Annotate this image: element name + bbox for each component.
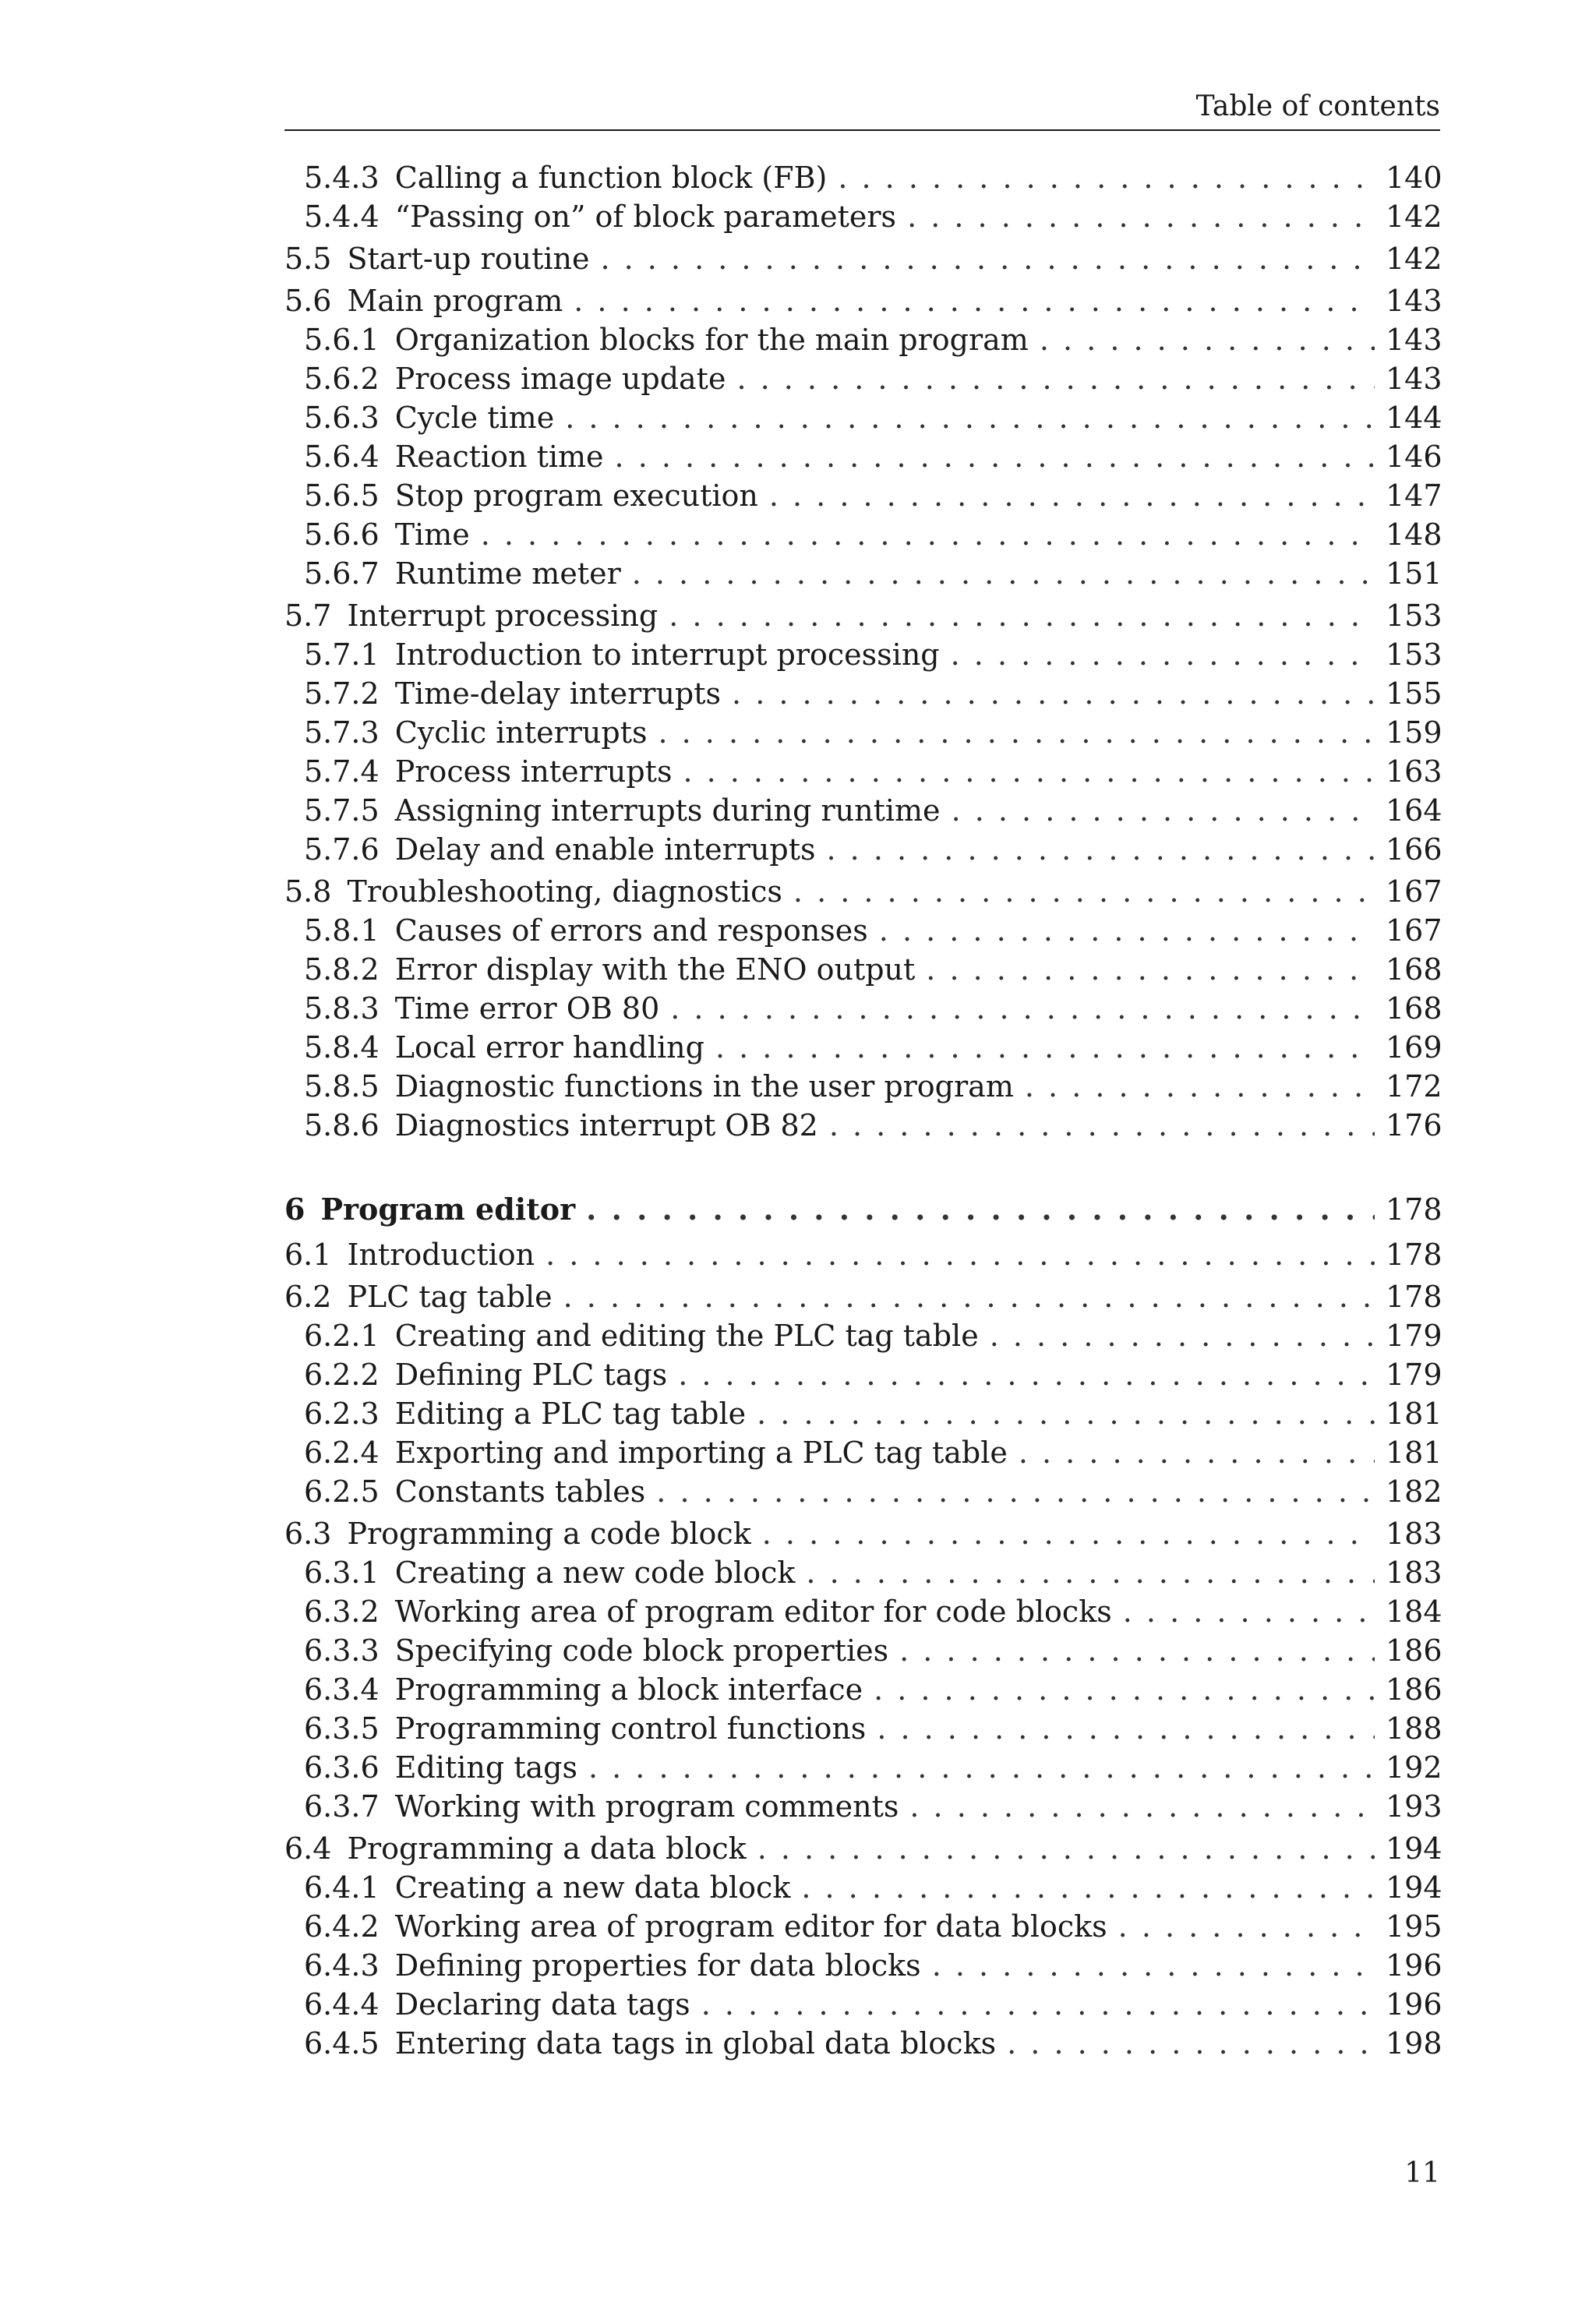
toc-entry-page: 181 bbox=[1386, 1397, 1442, 1431]
toc-entry-number: 5.6 bbox=[284, 284, 332, 318]
toc-entry-page: 179 bbox=[1386, 1358, 1442, 1392]
toc-entry bbox=[284, 1985, 1440, 2024]
toc-entry-number: 6.2.1 bbox=[304, 1319, 380, 1353]
toc-entry bbox=[284, 872, 1440, 911]
toc-entry bbox=[284, 911, 1440, 950]
toc-entry-page: 142 bbox=[1386, 200, 1442, 234]
toc-entry-page: 198 bbox=[1386, 2026, 1442, 2061]
running-header: Table of contents bbox=[1195, 90, 1440, 122]
toc-entry bbox=[284, 1787, 1440, 1826]
toc-entry-number: 6.4.4 bbox=[304, 1987, 380, 2022]
toc-entry-page: 155 bbox=[1386, 676, 1442, 711]
dot-leader bbox=[546, 1235, 1375, 1274]
dot-leader bbox=[838, 158, 1375, 197]
toc-entry-number: 5.6.6 bbox=[304, 517, 380, 552]
toc-entry-title: Defining properties for data blocks bbox=[394, 1948, 921, 1983]
toc-entry-page: 193 bbox=[1386, 1789, 1442, 1824]
toc-entry-page: 194 bbox=[1386, 1870, 1442, 1905]
toc-entry-page: 195 bbox=[1386, 1909, 1442, 1944]
toc-entry-page: 178 bbox=[1386, 1192, 1442, 1227]
dot-leader bbox=[879, 911, 1375, 950]
toc-entry bbox=[284, 359, 1440, 398]
toc-entry-title: Cyclic interrupts bbox=[394, 715, 648, 750]
toc-entry-title: Working area of program editor for data blocks bbox=[394, 1909, 1107, 1944]
toc-entry-page: 169 bbox=[1386, 1030, 1442, 1065]
dot-leader bbox=[670, 989, 1375, 1028]
toc-entry-page: 181 bbox=[1386, 1436, 1442, 1470]
dot-leader bbox=[952, 791, 1375, 830]
dot-leader bbox=[683, 752, 1375, 791]
dot-leader bbox=[951, 635, 1375, 674]
toc-entry bbox=[284, 1907, 1440, 1946]
toc-entry-title: Programming control functions bbox=[394, 1711, 867, 1746]
dot-leader bbox=[481, 515, 1375, 554]
toc-entry-title: Assigning interrupts during runtime bbox=[394, 793, 941, 828]
toc-entry-page: 167 bbox=[1386, 913, 1442, 948]
toc-entry-page: 168 bbox=[1386, 991, 1442, 1026]
toc-entry-number: 5.6.3 bbox=[304, 401, 380, 435]
toc-entry-title: Main program bbox=[347, 284, 563, 318]
toc-entry-title: Creating and editing the PLC tag table bbox=[394, 1319, 979, 1353]
toc-entry-number: 6.3.6 bbox=[304, 1750, 380, 1785]
toc-entry-number: 6.3.2 bbox=[304, 1594, 380, 1629]
toc-entry-number: 6.4.1 bbox=[304, 1870, 380, 1905]
toc-entry-number: 5.6.5 bbox=[304, 479, 380, 513]
dot-leader bbox=[600, 239, 1375, 278]
toc-entry-title: Error display with the ENO output bbox=[394, 952, 916, 987]
toc-entry bbox=[284, 950, 1440, 989]
dot-leader bbox=[669, 596, 1375, 635]
toc-entry-title: Defining PLC tags bbox=[394, 1358, 668, 1392]
toc-entry-number: 5.8.1 bbox=[304, 913, 380, 948]
toc-entry-title: Stop program execution bbox=[394, 479, 758, 513]
dot-leader bbox=[762, 1514, 1375, 1553]
toc-entry bbox=[284, 1106, 1440, 1145]
toc-entry-number: 5.6.1 bbox=[304, 323, 380, 357]
toc-entry bbox=[284, 320, 1440, 359]
toc-entry-title: Entering data tags in global data blocks bbox=[394, 2026, 997, 2061]
toc-entry-title: Introduction to interrupt processing bbox=[394, 637, 940, 672]
toc-entry-title: Time error OB 80 bbox=[394, 991, 660, 1026]
dot-leader bbox=[615, 437, 1375, 476]
toc-entry bbox=[284, 1433, 1440, 1472]
toc-entry-number: 6.3.7 bbox=[304, 1789, 380, 1824]
toc-entry-title: Reaction time bbox=[394, 440, 604, 474]
page-number: 11 bbox=[1404, 2157, 1440, 2189]
toc-entry-page: 143 bbox=[1386, 284, 1442, 318]
toc-entry-title: Introduction bbox=[347, 1238, 535, 1272]
dot-leader bbox=[757, 1394, 1375, 1433]
toc-entry-title: Working area of program editor for code blocks bbox=[394, 1594, 1112, 1629]
toc-entry-title: Delay and enable interrupts bbox=[394, 832, 816, 867]
toc-entry-number: 6.2.4 bbox=[304, 1436, 380, 1470]
toc-entry-number: 6.3.3 bbox=[304, 1633, 380, 1668]
toc-entry-page: 147 bbox=[1386, 479, 1442, 513]
toc-entry bbox=[284, 281, 1440, 320]
toc-entry-title: Time bbox=[394, 517, 470, 552]
toc-entry-page: 153 bbox=[1386, 637, 1442, 672]
toc-entry-page: 178 bbox=[1386, 1280, 1442, 1314]
toc-entry bbox=[284, 239, 1440, 278]
toc-entry-number: 6.4.2 bbox=[304, 1909, 380, 1944]
toc-entry bbox=[284, 713, 1440, 752]
toc-entry-title: Program editor bbox=[320, 1192, 576, 1227]
toc-entry-title: Diagnostics interrupt OB 82 bbox=[394, 1108, 818, 1142]
toc-entry bbox=[284, 1592, 1440, 1631]
toc-entry bbox=[284, 1748, 1440, 1787]
toc-entry-number: 6.4.3 bbox=[304, 1948, 380, 1983]
toc-entry-page: 196 bbox=[1386, 1948, 1442, 1983]
toc-entry-title: Diagnostic functions in the user program bbox=[394, 1069, 1014, 1104]
toc-entry-title: Editing tags bbox=[394, 1750, 577, 1785]
toc-entry-title: Exporting and importing a PLC tag table bbox=[394, 1436, 1008, 1470]
dot-leader bbox=[827, 830, 1375, 869]
dot-leader bbox=[990, 1316, 1375, 1355]
toc-entry bbox=[284, 1553, 1440, 1592]
toc-entry-title: Editing a PLC tag table bbox=[394, 1397, 747, 1431]
dot-leader bbox=[588, 1748, 1375, 1787]
toc-entry bbox=[284, 989, 1440, 1028]
dot-leader bbox=[899, 1631, 1375, 1670]
dot-leader bbox=[806, 1553, 1375, 1592]
toc-entry-number: 6.3 bbox=[284, 1517, 332, 1551]
toc-entry bbox=[284, 1355, 1440, 1394]
toc-entry bbox=[284, 476, 1440, 515]
toc-entry bbox=[284, 1190, 1440, 1229]
toc-entry-page: 183 bbox=[1386, 1556, 1442, 1590]
header-rule bbox=[284, 129, 1440, 131]
toc-entry-page: 142 bbox=[1386, 242, 1442, 276]
toc-entry bbox=[284, 1709, 1440, 1748]
toc-entry-title: Creating a new code block bbox=[394, 1556, 796, 1590]
toc-entry-number: 5.6.7 bbox=[304, 556, 380, 591]
dot-leader bbox=[909, 1787, 1375, 1826]
toc-entry bbox=[284, 830, 1440, 869]
dot-leader bbox=[563, 1277, 1375, 1316]
toc-entry bbox=[284, 635, 1440, 674]
toc-entry-title: Interrupt processing bbox=[347, 599, 659, 633]
toc-entry-page: 140 bbox=[1386, 161, 1442, 195]
toc-entry bbox=[284, 1067, 1440, 1106]
toc-entry-number: 5.7.6 bbox=[304, 832, 380, 867]
dot-leader bbox=[1025, 1067, 1375, 1106]
dot-leader bbox=[877, 1709, 1375, 1748]
toc-entry bbox=[284, 1277, 1440, 1316]
toc-entry-title: Constants tables bbox=[394, 1474, 646, 1509]
toc-entry-title: “Passing on” of block parameters bbox=[394, 200, 897, 234]
toc-entry-title: Process image update bbox=[394, 362, 726, 396]
toc-entry-title: Start-up routine bbox=[347, 242, 590, 276]
toc-entry-page: 186 bbox=[1386, 1672, 1442, 1707]
toc-entry-page: 167 bbox=[1386, 874, 1442, 909]
toc-entry-number: 5.8.4 bbox=[304, 1030, 380, 1065]
toc-entry-title: Specifying code block properties bbox=[394, 1633, 889, 1668]
dot-leader bbox=[801, 1868, 1375, 1907]
toc-entry bbox=[284, 1631, 1440, 1670]
dot-leader bbox=[829, 1106, 1375, 1145]
toc-entry-page: 144 bbox=[1386, 401, 1442, 435]
toc-entry-page: 179 bbox=[1386, 1319, 1442, 1353]
toc-entry-page: 164 bbox=[1386, 793, 1442, 828]
dot-leader bbox=[586, 1190, 1375, 1229]
toc-entry-number: 6.1 bbox=[284, 1238, 332, 1272]
toc-entry-number: 6.4.5 bbox=[304, 2026, 380, 2061]
toc-entry-number: 5.8 bbox=[284, 874, 332, 909]
toc-entry-number: 5.7.4 bbox=[304, 754, 380, 789]
toc-entry-page: 148 bbox=[1386, 517, 1442, 552]
dot-leader bbox=[926, 950, 1375, 989]
dot-leader bbox=[658, 713, 1375, 752]
toc-entry-title: Cycle time bbox=[394, 401, 555, 435]
dot-leader bbox=[632, 554, 1375, 593]
toc-entry bbox=[284, 1235, 1440, 1274]
toc-entry bbox=[284, 515, 1440, 554]
toc-entry-number: 5.7.1 bbox=[304, 637, 380, 672]
toc-entry-page: 183 bbox=[1386, 1517, 1442, 1551]
dot-leader bbox=[907, 197, 1375, 236]
toc-entry-page: 168 bbox=[1386, 952, 1442, 987]
toc-entry-number: 6.3.5 bbox=[304, 1711, 380, 1746]
toc-entry-number: 6.2 bbox=[284, 1280, 332, 1314]
toc-entry bbox=[284, 674, 1440, 713]
toc-entry-page: 194 bbox=[1386, 1831, 1442, 1866]
toc-entry bbox=[284, 1514, 1440, 1553]
toc-entry-title: Creating a new data block bbox=[394, 1870, 791, 1905]
dot-leader bbox=[793, 872, 1375, 911]
toc-entry bbox=[284, 1670, 1440, 1709]
toc-entry-page: 196 bbox=[1386, 1987, 1442, 2022]
toc-entry-title: Working with program comments bbox=[394, 1789, 899, 1824]
dot-leader bbox=[757, 1829, 1375, 1868]
toc-entry-number: 6.3.4 bbox=[304, 1672, 380, 1707]
toc-entry bbox=[284, 752, 1440, 791]
dot-leader bbox=[769, 476, 1375, 515]
toc-entry bbox=[284, 197, 1440, 236]
toc-entry-page: 186 bbox=[1386, 1633, 1442, 1668]
toc-entry-number: 5.4.4 bbox=[304, 200, 380, 234]
toc-entry-page: 143 bbox=[1386, 323, 1442, 357]
toc-entry bbox=[284, 2024, 1440, 2063]
toc-entry-title: Declaring data tags bbox=[394, 1987, 690, 2022]
toc-entry bbox=[284, 1394, 1440, 1433]
toc-entry-page: 146 bbox=[1386, 440, 1442, 474]
toc-entry-number: 5.7.3 bbox=[304, 715, 380, 750]
toc-entry-number: 5.6.2 bbox=[304, 362, 380, 396]
toc-entry-number: 6.2.5 bbox=[304, 1474, 380, 1509]
toc-entry-number: 5.4.3 bbox=[304, 161, 380, 195]
dot-leader bbox=[656, 1472, 1375, 1511]
toc-entry bbox=[284, 1472, 1440, 1511]
dot-leader bbox=[874, 1670, 1375, 1709]
toc-entry bbox=[284, 1829, 1440, 1868]
toc-entry-number: 5.7.5 bbox=[304, 793, 380, 828]
toc-entry-number: 5.8.2 bbox=[304, 952, 380, 987]
dot-leader bbox=[732, 674, 1375, 713]
toc-entry-page: 188 bbox=[1386, 1711, 1442, 1746]
toc-entry-title: PLC tag table bbox=[347, 1280, 553, 1314]
toc-entry-title: Local error handling bbox=[394, 1030, 704, 1065]
dot-leader bbox=[701, 1985, 1375, 2024]
toc-entry-number: 5.8.3 bbox=[304, 991, 380, 1026]
toc-entry-number: 6.2.2 bbox=[304, 1358, 380, 1392]
toc-entry-page: 151 bbox=[1386, 556, 1442, 591]
dot-leader bbox=[1007, 2024, 1375, 2063]
toc-entry-number: 6.3.1 bbox=[304, 1556, 380, 1590]
dot-leader bbox=[574, 281, 1375, 320]
toc-entry-number: 5.5 bbox=[284, 242, 332, 276]
toc-entry-page: 172 bbox=[1386, 1069, 1442, 1104]
toc-entry-number: 5.6.4 bbox=[304, 440, 380, 474]
dot-leader bbox=[678, 1355, 1375, 1394]
toc-entry bbox=[284, 1316, 1440, 1355]
toc-entry bbox=[284, 554, 1440, 593]
toc-entry-title: Programming a block interface bbox=[394, 1672, 863, 1707]
toc-entry-page: 166 bbox=[1386, 832, 1442, 867]
dot-leader bbox=[1040, 320, 1375, 359]
toc-entry bbox=[284, 158, 1440, 197]
toc-entry-number: 5.8.5 bbox=[304, 1069, 380, 1104]
toc-entry-title: Calling a function block (FB) bbox=[394, 161, 828, 195]
toc-entry-title: Organization blocks for the main program bbox=[394, 323, 1029, 357]
toc-entry-title: Time-delay interrupts bbox=[394, 676, 722, 711]
toc-entry bbox=[284, 437, 1440, 476]
toc-entry-page: 153 bbox=[1386, 599, 1442, 633]
toc-entry-number: 5.7.2 bbox=[304, 676, 380, 711]
toc-entry-number: 5.7 bbox=[284, 599, 332, 633]
toc-entry bbox=[284, 398, 1440, 437]
dot-leader bbox=[1118, 1907, 1375, 1946]
dot-leader bbox=[715, 1028, 1375, 1067]
toc-entry bbox=[284, 791, 1440, 830]
toc-entry-page: 192 bbox=[1386, 1750, 1442, 1785]
toc-entry-number: 6.2.3 bbox=[304, 1397, 380, 1431]
dot-leader bbox=[565, 398, 1375, 437]
toc-entry-title: Runtime meter bbox=[394, 556, 621, 591]
toc-entry-title: Programming a data block bbox=[347, 1831, 747, 1866]
toc-entry-page: 159 bbox=[1386, 715, 1442, 750]
toc-entry bbox=[284, 1868, 1440, 1907]
toc-entry-number: 6 bbox=[284, 1192, 305, 1227]
dot-leader bbox=[736, 359, 1375, 398]
toc-entry-title: Programming a code block bbox=[347, 1517, 751, 1551]
dot-leader bbox=[1019, 1433, 1375, 1472]
toc-entry-page: 163 bbox=[1386, 754, 1442, 789]
dot-leader bbox=[932, 1946, 1375, 1985]
toc-entry-title: Causes of errors and responses bbox=[394, 913, 868, 948]
toc-entry-page: 176 bbox=[1386, 1108, 1442, 1142]
toc-entry-page: 178 bbox=[1386, 1238, 1442, 1272]
toc-entry-page: 143 bbox=[1386, 362, 1442, 396]
toc-entry-title: Process interrupts bbox=[394, 754, 673, 789]
toc-entry-page: 182 bbox=[1386, 1474, 1442, 1509]
toc-entry bbox=[284, 1028, 1440, 1067]
dot-leader bbox=[1123, 1592, 1375, 1631]
toc-entry-page: 184 bbox=[1386, 1594, 1442, 1629]
toc-entry-title: Troubleshooting, diagnostics bbox=[347, 874, 782, 909]
toc-entry-number: 5.8.6 bbox=[304, 1108, 380, 1142]
toc-entry bbox=[284, 1946, 1440, 1985]
toc-entry bbox=[284, 596, 1440, 635]
toc-entry-number: 6.4 bbox=[284, 1831, 332, 1866]
